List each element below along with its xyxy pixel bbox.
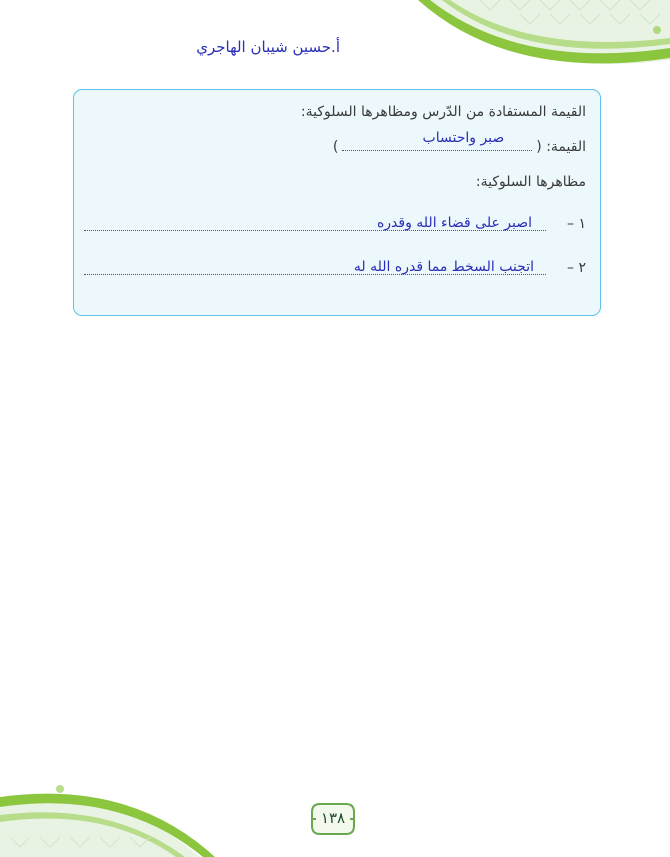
value-answer-field[interactable]	[342, 130, 532, 151]
manifestation-item	[84, 258, 586, 282]
manifestation-item	[84, 214, 586, 238]
item-number: ٢ –	[567, 260, 586, 276]
item-answer-text: اصبر على قضاء الله وقدره	[376, 215, 532, 231]
lesson-value-box	[73, 89, 601, 316]
item-number: ١ –	[567, 216, 586, 232]
value-label: القيمة: (	[536, 139, 586, 155]
page-number-badge	[310, 802, 356, 836]
manifestations-heading: مظاهرها السلوكية:	[475, 174, 586, 190]
value-answer-text: صبر واحتساب	[422, 130, 505, 146]
value-line	[332, 130, 586, 155]
page-number: ١٣٨	[320, 809, 346, 827]
value-close-paren: )	[332, 139, 339, 155]
author-name: أ.حسين شيبان الهاجري	[196, 38, 340, 56]
decorative-corner-bottom-left	[0, 767, 250, 857]
item-answer-text: اتجنب السخط مما قدره الله له	[353, 259, 534, 275]
value-heading: القيمة المستفادة من الدّرس ومظاهرها السلوكية:	[300, 104, 586, 120]
